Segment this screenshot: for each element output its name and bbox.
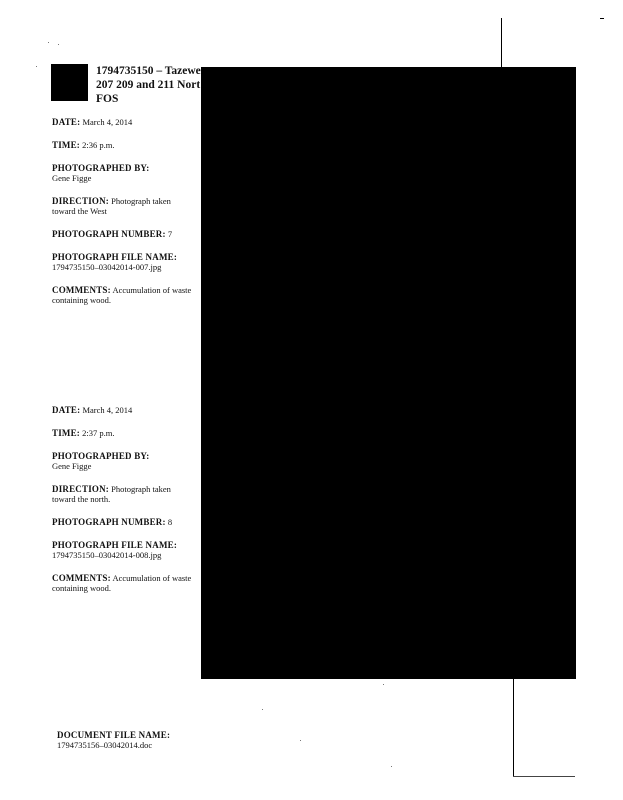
direction-value: Photograph taken toward the north. [52,484,171,504]
photographed-by-value: Gene Figge [52,173,92,183]
comments-label: COMMENTS: [52,285,111,295]
photo-number-value: 8 [167,517,173,527]
photo-number-field [52,517,192,527]
time-value: 2:37 p.m. [82,428,115,438]
scan-speck [262,709,263,710]
direction-field [52,484,192,504]
photo-number-field [52,229,192,239]
photographed-by-label: PHOTOGRAPHED BY: [52,451,150,461]
comments-label: COMMENTS: [52,573,111,583]
file-name-value: 1794735150–03042014-007.jpg [52,262,162,272]
document-file-name [57,730,170,750]
date-label: DATE: [52,405,81,415]
file-name-field [52,252,192,272]
header-line-2: 207 209 and 211 Nort [96,79,201,91]
photographed-by-label: PHOTOGRAPHED BY: [52,163,150,173]
date-field [52,117,192,127]
document-header [96,64,206,106]
date-value: March 4, 2014 [82,117,133,127]
direction-value: Photograph taken toward the West [52,196,171,216]
time-label: TIME: [52,428,80,438]
file-name-label: PHOTOGRAPH FILE NAME: [52,252,178,262]
document-file-label: DOCUMENT FILE NAME: [57,730,171,740]
header-line-3: FOS [96,93,119,105]
scan-line [501,18,502,67]
photo-entry-2 [52,405,192,606]
file-name-value: 1794735150–03042014-008.jpg [52,550,162,560]
time-value: 2:36 p.m. [82,140,115,150]
scan-speck [36,66,37,67]
file-name-label: PHOTOGRAPH FILE NAME: [52,540,178,550]
comments-field [52,573,192,593]
direction-label: DIRECTION: [52,196,110,206]
date-field [52,405,192,415]
photo-number-value: 7 [167,229,173,239]
time-label: TIME: [52,140,80,150]
photo-entry-1 [52,117,192,318]
photographed-by-field [52,451,192,471]
scan-line [513,776,575,777]
time-field [52,140,192,150]
file-name-field [52,540,192,560]
date-label: DATE: [52,117,81,127]
document-file-value: 1794735156–03042014.doc [57,740,153,750]
scan-mark [600,18,604,19]
comments-value: Accumulation of waste containing wood. [52,285,192,305]
comments-field [52,285,192,305]
time-field [52,428,192,438]
scan-speck [391,766,392,767]
scan-speck [383,684,384,685]
comments-value: Accumulation of waste containing wood. [52,573,192,593]
scan-line [513,679,514,776]
scan-speck [300,740,301,741]
redacted-photograph [201,67,576,679]
direction-field [52,196,192,216]
scan-speck [48,42,49,43]
logo [51,64,88,101]
photographed-by-field [52,163,192,183]
scan-speck [58,44,59,45]
direction-label: DIRECTION: [52,484,110,494]
header-line-1: 1794735150 – Tazewe [96,65,201,77]
photo-number-label: PHOTOGRAPH NUMBER: [52,229,166,239]
date-value: March 4, 2014 [82,405,133,415]
photographed-by-value: Gene Figge [52,461,92,471]
photo-number-label: PHOTOGRAPH NUMBER: [52,517,166,527]
